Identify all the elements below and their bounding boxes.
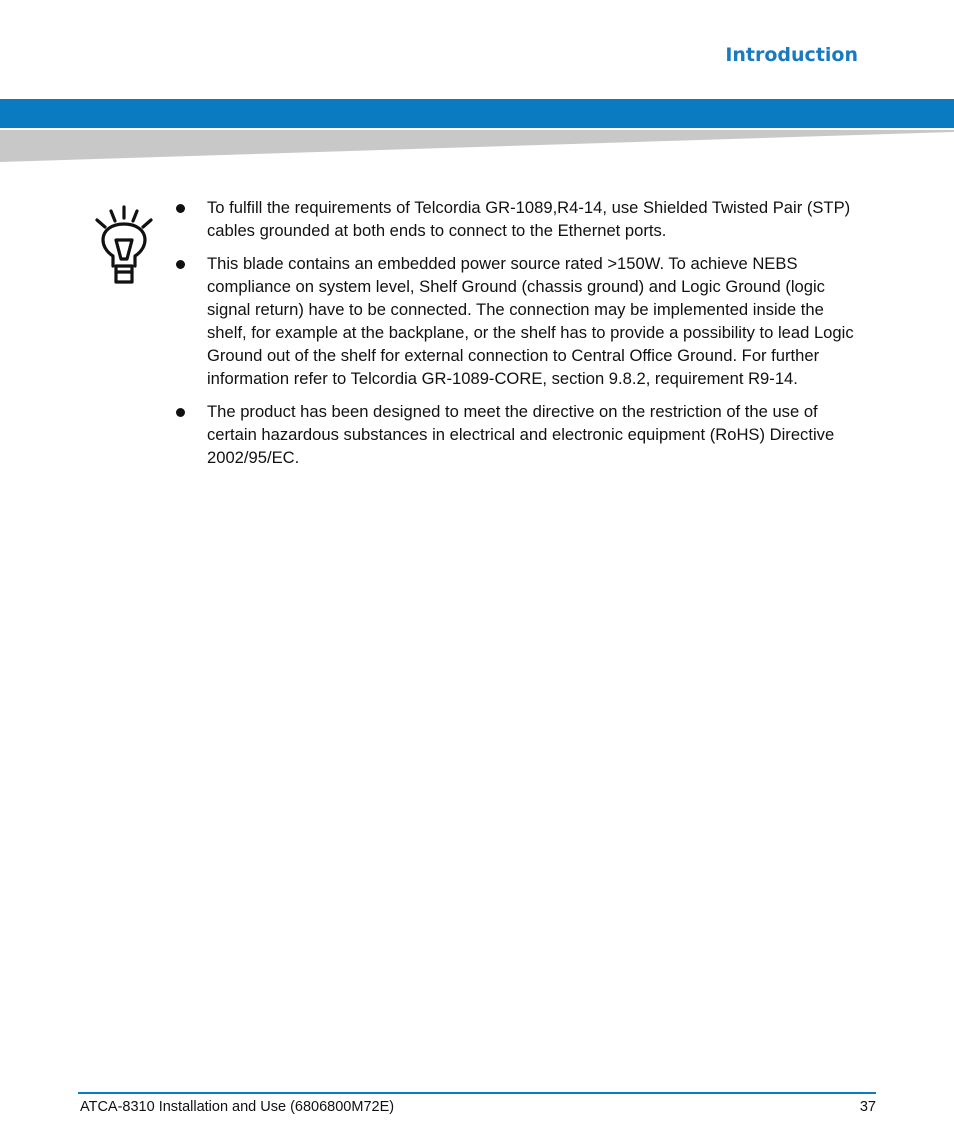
bullet-dot [176, 408, 185, 417]
bullet-dot [176, 260, 185, 269]
bullet-list [176, 196, 866, 479]
section-title: Introduction [711, 44, 872, 68]
bullet-dot [176, 204, 185, 213]
footer-page-number: 37 [859, 1099, 876, 1115]
list-item [176, 196, 866, 242]
list-item-text: This blade contains an embedded power source rated >150W. To achieve NEBS compliance on system level, Shelf Ground (chassis ground) and Logic Ground (logic signal return) have to be connected. The connection may be implemented inside the shelf, for example at the backplane, or the shelf has to provide a possibility to lead Logic Ground out of the shelf for external connection to Central Office Ground. For further information refer to Telcordia GR-1089-CORE, section 9.8.2, requirement R9-14. [207, 254, 854, 388]
list-item-text: To fulfill the requirements of Telcordia GR-1089,R4-14, use Shielded Twisted Pair (STP) cables grounded at both ends to connect to the Ethernet ports. [207, 198, 851, 240]
list-item-text: The product has been designed to meet the directive on the restriction of the use of certain hazardous substances in electrical and electronic equipment (RoHS) Directive 2002/95/EC. [207, 402, 835, 467]
list-item [176, 252, 866, 390]
footer-document-title: ATCA-8310 Installation and Use (6806800M72E) [80, 1099, 395, 1115]
header-blue-bar [0, 99, 954, 128]
list-item [176, 400, 866, 469]
footer-rule [78, 1092, 876, 1094]
lightbulb-icon [92, 204, 156, 288]
header-gray-wedge [0, 130, 954, 164]
